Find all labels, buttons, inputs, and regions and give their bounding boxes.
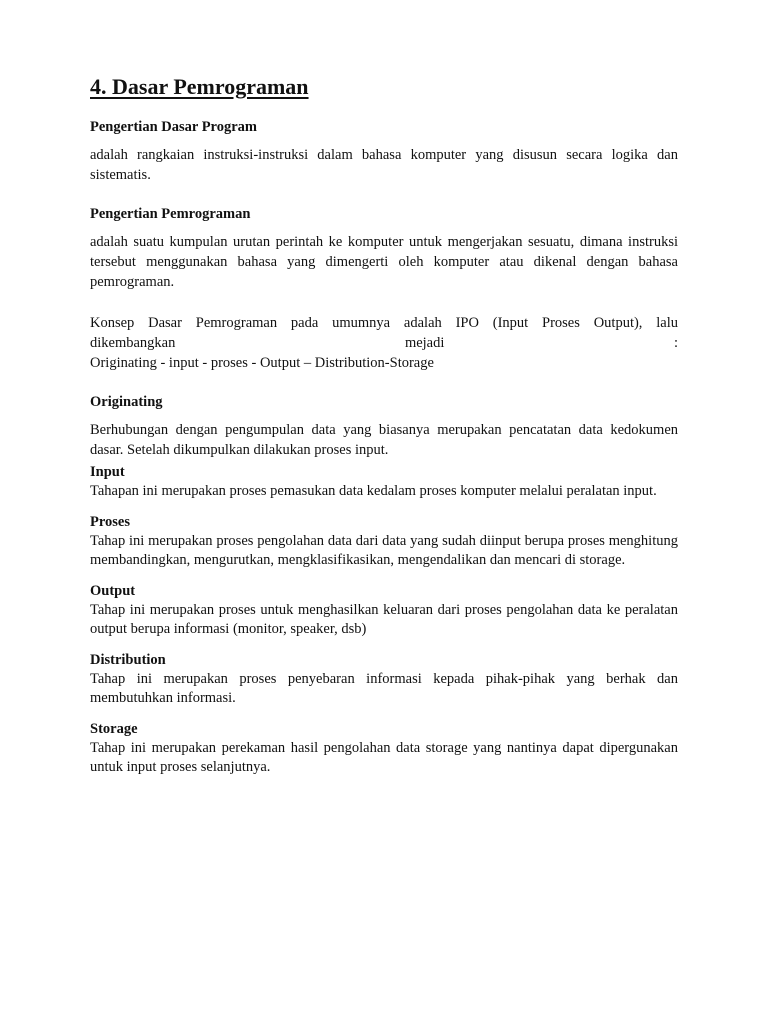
ipo-line-2-word-3: : [673, 335, 678, 351]
section-heading-pengertian-dasar-program: Pengertian Dasar Program [90, 119, 257, 135]
ipo-line-2 [90, 333, 678, 353]
section-heading-input: Input [90, 464, 125, 480]
section-heading-pengertian-pemrograman: Pengertian Pemrograman [90, 206, 251, 222]
section-body-distribution: Tahap ini merupakan proses penyebaran informasi kepada pihak-pihak yang berhak dan membutuhkan informasi. [90, 671, 678, 706]
section-body-originating: Berhubungan dengan pengumpulan data yang biasanya merupakan pencatatan data kedokumen dasar. Setelah dikumpulkan dilakukan proses input. [90, 422, 678, 458]
section-body-pengertian-dasar-program: adalah rangkaian instruksi-instruksi dalam bahasa komputer yang disusun secara logika dan sistematis. [90, 147, 678, 183]
ipo-line-1 [90, 313, 678, 333]
section-heading-output: Output [90, 583, 136, 599]
document-page [90, 72, 678, 777]
section-body-pengertian-pemrograman: adalah suatu kumpulan urutan perintah ke komputer untuk mengerjakan sesuatu, dimana instruksi tersebut menggunakan bahasa yang dimengerti oleh komputer atau dikenal dengan bahasa pemrograman. [90, 234, 678, 290]
section-heading-storage: Storage [90, 721, 138, 737]
document-title: 4. Dasar Pemrograman [90, 74, 309, 99]
section-body-proses: Tahap ini merupakan proses pengolahan data dari data yang sudah diinput berupa proses menghitung membandingkan, mengurutkan, mengklasifikasikan, mengendalikan dan mencari di storage. [90, 533, 678, 568]
section-body-input: Tahapan ini merupakan proses pemasukan data kedalam proses komputer melalui peralatan input. [90, 483, 657, 499]
ipo-line-1-text: Konsep Dasar Pemrograman pada umumnya adalah IPO (Input Proses Output), lalu [90, 315, 678, 331]
ipo-concept-paragraph [90, 313, 678, 373]
section-heading-originating: Originating [90, 394, 163, 410]
section-heading-proses: Proses [90, 514, 131, 530]
section-body-storage: Tahap ini merupakan perekaman hasil pengolahan data storage yang nantinya dapat dipergunakan untuk input proses selanjutnya. [90, 740, 678, 775]
ipo-line-2-word-1: dikembangkan [90, 335, 176, 351]
section-heading-distribution: Distribution [90, 652, 166, 668]
ipo-line-3: Originating - input - proses - Output – Distribution-Storage [90, 355, 434, 371]
ipo-line-2-word-2: mejadi [404, 335, 445, 351]
section-body-output: Tahap ini merupakan proses untuk menghasilkan keluaran dari proses pengolahan data ke peralatan output berupa informasi (monitor, speaker, dsb) [90, 602, 678, 637]
